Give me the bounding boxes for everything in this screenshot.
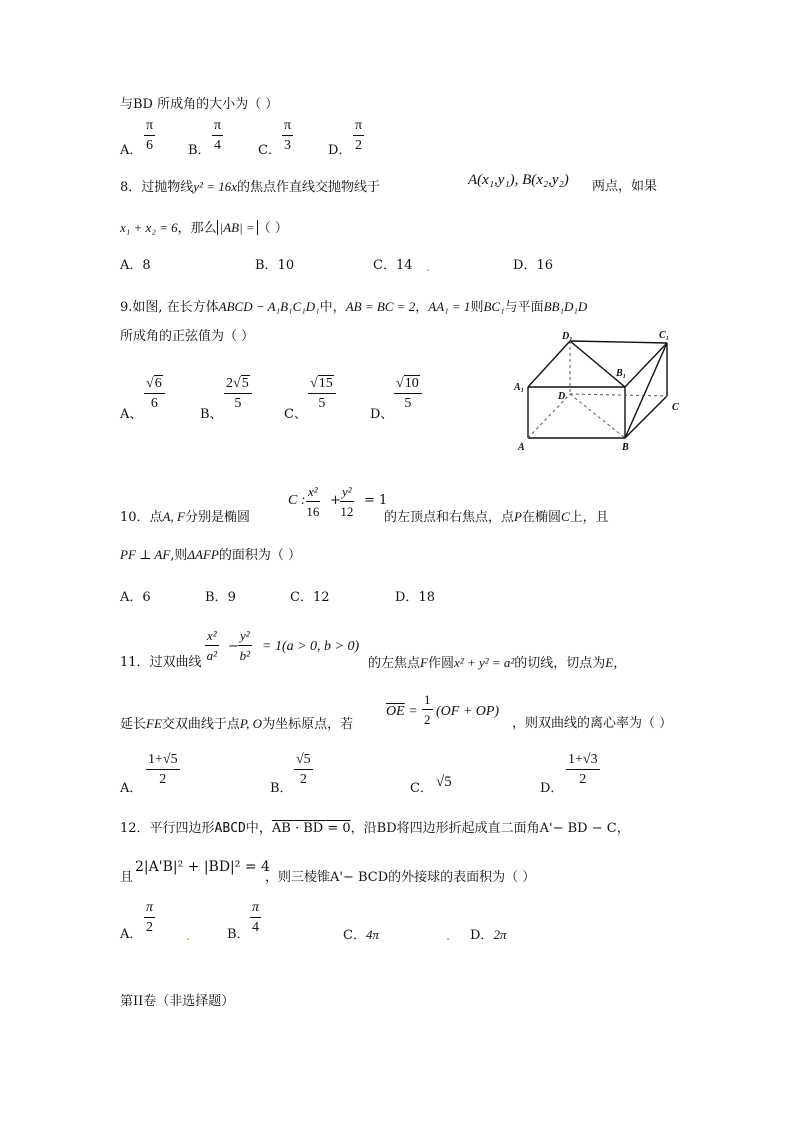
q7-option-b-fraction: $\frac{\pi}{4}$ [214, 118, 222, 153]
label-b1: B₁ [616, 368, 627, 379]
q11-option-d-label: D． [540, 781, 564, 796]
q10-option-d: D．18 [395, 590, 435, 605]
q9-option-a-label: A、 [120, 407, 143, 422]
q8-line2: x₁ + x₂ = 6，那么 |AB| = （ ） [120, 220, 288, 236]
q9-line1: 9.如图, 在长方体ABCD − A₁B₁C₁D₁中，AB = BC = 2，AA₁ = 1则BC₁与平面BB₁D₁D [120, 299, 588, 315]
q8-option-c: C．14 [373, 258, 413, 273]
q9-option-c-label: C、 [284, 407, 307, 422]
q9-option-b-label: B、 [200, 407, 223, 422]
q8-option-b: B．10 [255, 258, 295, 273]
q8-points: A(x₁,y₁), B(x₂,y₂) [468, 172, 569, 188]
q8-option-d: D．16 [513, 258, 553, 273]
q10-option-c: C．12 [290, 590, 330, 605]
q12-line2-lead: 且 [120, 870, 134, 885]
q10-option-b: B．9 [205, 590, 236, 605]
q10-option-a: A．6 [120, 590, 151, 605]
q11-half-frac: $\frac{1}{2}$ [424, 692, 431, 727]
label-d1: D₁ [562, 331, 573, 342]
q12-stray-dot-2: . [446, 929, 451, 944]
q11-option-a-fraction: $\frac{1+√5}{2}$ [148, 752, 178, 787]
q11-option-b-label: B． [270, 781, 293, 796]
label-c: C [672, 402, 679, 413]
q11-option-a-label: A． [120, 781, 143, 796]
label-b: B [622, 442, 629, 453]
q12-line1: 12．平行四边形ABCD中，AB · BD = 0，沿BD将四边形折起成直二面角A'− BD − C， [120, 821, 630, 836]
q7-option-b-label: B． [188, 143, 211, 158]
q11-line1-rest: 的左焦点F作圆x² + y² = a²的切线，切点为E， [368, 655, 627, 671]
diag-d1-b1 [570, 341, 625, 387]
q12-option-b-label: B． [227, 927, 250, 942]
q11-line2a: 延长FE交双曲线于点P, O为坐标原点，若 [120, 716, 354, 732]
edge-d1-c1 [570, 341, 667, 343]
q12-option-a-fraction: $\frac{\pi}{2}$ [146, 900, 154, 935]
q12-option-c: C．4π [343, 927, 379, 943]
q11-lead: 11．过双曲线 [120, 655, 202, 670]
q11-x2-frac: $\frac{\text{x²}}{\text{a²}}$ [206, 628, 218, 663]
q10-line1-rest: 的左顶点和右焦点，点P在椭圆C上，且 [384, 509, 609, 525]
q7-option-a-fraction: $\frac{\pi}{6}$ [146, 118, 154, 153]
q11-option-c-label: C． [410, 781, 433, 796]
q10-c-label: C : [288, 493, 306, 508]
q7-option-a-label: A． [120, 143, 143, 158]
q9-option-a-fraction: $\frac{√6}{6}$ [144, 376, 165, 412]
q8-line1-end: 两点，如果 [592, 179, 658, 194]
q12-option-a-label: A． [120, 927, 143, 942]
q11-y2-frac: $\frac{\text{y²}}{\text{b²}}$ [239, 628, 251, 663]
q12-line2-rest: ，则三棱锥A'− BCD的外接球的表面积为（ ） [265, 870, 536, 885]
q12-option-d: D．2π [470, 927, 507, 943]
label-c1: C₁ [659, 330, 670, 341]
label-d: D [558, 391, 566, 402]
q10-line2: PF ⊥ AF,则ΔAFP的面积为（ ） [120, 547, 301, 563]
q7-option-d-label: D． [328, 143, 352, 158]
q10-x2-frac: $\frac{\text{x²}}{16}$ [306, 484, 320, 519]
q9-option-b-fraction: $\frac{2√5}{5}$ [224, 376, 252, 412]
q11-option-c-value: √5 [436, 774, 452, 790]
hidden-edge-d-c [570, 394, 667, 396]
q11-option-d-fraction: $\frac{1+√3}{2}$ [568, 752, 598, 787]
q8-stray-dot: . [426, 260, 431, 275]
q9-option-d-fraction: $\frac{√10}{5}$ [394, 376, 422, 412]
q12-option-b-fraction: $\frac{\pi}{4}$ [252, 900, 260, 935]
q11-line2b: ，则双曲线的离心率为（ ） [512, 716, 673, 731]
q11-minus: − [228, 639, 239, 654]
hidden-diag-d-b [570, 394, 625, 438]
q10-lead: 10．点A, F分别是椭圆 [120, 509, 250, 525]
q7-option-d-fraction: $\frac{\pi}{2}$ [355, 118, 363, 153]
section-two-heading: 第II卷（非选择题） [120, 994, 235, 1009]
edge-b1-c1 [625, 343, 667, 387]
q7-option-c-fraction: $\frac{\pi}{3}$ [284, 118, 292, 153]
q12-stray-dot-1: . [186, 929, 191, 944]
q10-y2-frac: $\frac{\text{y²}}{12}$ [340, 484, 354, 519]
q11-condition: = 1(a > 0, b > 0) [262, 639, 360, 654]
edge-b-c [625, 396, 667, 438]
label-a1: A₁ [514, 382, 525, 393]
diag-b-c1 [625, 343, 667, 438]
q8-option-a: A．8 [120, 258, 151, 273]
q11-option-b-fraction: $\frac{√5}{2}$ [296, 752, 311, 787]
q9-line2: 所成角的正弦值为（ ） [120, 329, 255, 344]
q9-option-c-fraction: $\frac{√15}{5}$ [308, 376, 336, 412]
q7-tail-text: 与BD 所成角的大小为（ ） [120, 97, 279, 112]
q7-option-c-label: C． [258, 143, 281, 158]
q9-option-d-label: D、 [370, 407, 394, 422]
q10-plus: + [330, 493, 341, 508]
edge-a1-d1 [528, 341, 570, 387]
q11-vector-sum: (OF + OP) [436, 704, 500, 719]
q12-condition: 2|A'B|² + |BD|² = 4 [135, 859, 270, 875]
q10-eq1: = 1 [364, 493, 388, 508]
label-a: A [518, 442, 525, 453]
cuboid-figure [510, 326, 690, 456]
q8-line1: 8．过抛物线y² = 16x的焦点作直线交抛物线于 [120, 179, 381, 195]
q11-vector-oe: $\overline{OE}$ = [386, 704, 418, 719]
